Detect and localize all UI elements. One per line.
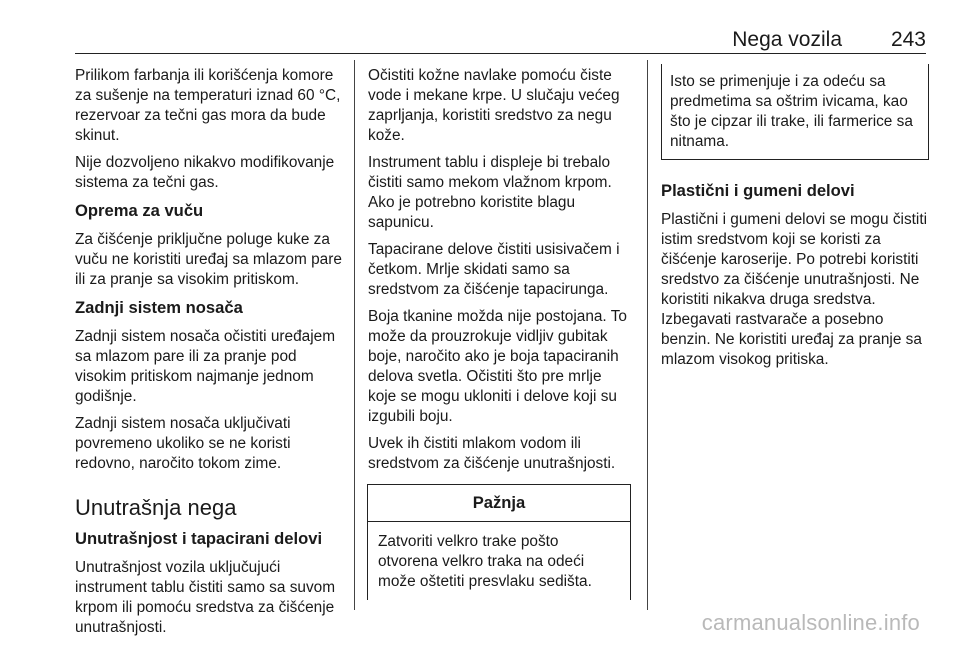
page-header — [75, 28, 926, 52]
paragraph-carrier-use: Zadnji sistem nosača uključivati povremeno ukoliko se ne koristi redovno, naročito tokom zime. — [75, 415, 291, 472]
watermark: carmanualsonline.info — [701, 610, 920, 635]
heading-interior-care: Unutrašnja nega — [75, 495, 237, 520]
notice-continuation-box: Isto se primenjuje i za odeću sa predmetima sa oštrim ivicama, kao što je cipzar ili trake, ili farmerice sa nitnama. — [661, 64, 929, 160]
paragraph-leather: Očistiti kožne navlake pomoću čiste vode i mekane krpe. U slučaju većeg zaprljanja, koristiti sredstvo za negu kože. — [368, 67, 620, 144]
paragraph-carrier-clean: Zadnji sistem nosača očistiti uređajem sa mlazom pare ili za pranje pod visokim pritiskom najmanje jednom godišnje. — [75, 328, 336, 405]
heading-towing-equipment: Oprema za vuču — [75, 201, 204, 220]
heading-rear-carrier: Zadnji sistem nosača — [75, 298, 243, 317]
notice-box — [367, 484, 631, 600]
notice-title: Pažnja — [367, 484, 631, 522]
paragraph-lpg-painting: Prilikom farbanja ili korišćenja komore za sušenje na temperaturi iznad 60 °C, rezervoar za tečni gas mora da bude skinut. — [75, 67, 341, 144]
column-right — [661, 66, 929, 377]
section-title: Nega vozila — [732, 28, 842, 51]
column-middle — [368, 66, 633, 600]
paragraph-instrument-panel: Instrument tablu i displeje bi trebalo čistiti samo mekom vlažnom krpom. Ako je potrebno koristite blagu sapunicu. — [368, 154, 612, 231]
column-divider-1 — [354, 60, 355, 610]
paragraph-lpg-modification: Nije dozvoljeno nikakvo modifikovanje sistema za tečni gas. — [75, 154, 335, 191]
heading-interior-upholstery: Unutrašnjost i tapacirani delovi — [75, 529, 323, 548]
notice-text: Zatvoriti velkro trake pošto otvorena velkro traka na odeći može oštetiti presvlaku sedišta. — [367, 522, 631, 600]
paragraph-warm-water: Uvek ih čistiti mlakom vodom ili sredstvom za čišćenje unutrašnjosti. — [368, 435, 616, 472]
page-number: 243 — [890, 28, 926, 51]
paragraph-upholstery: Tapacirane delove čistiti usisivačem i četkom. Mrlje skidati samo sa sredstvom za čišćenje tapacirunga. — [368, 241, 620, 298]
heading-plastic-rubber: Plastični i gumeni delovi — [661, 181, 855, 200]
paragraph-towing: Za čišćenje priključne poluge kuke za vuču ne koristiti uređaj sa mlazom pare ili za pranje sa visokim pritiskom. — [75, 231, 342, 288]
column-left — [75, 66, 345, 645]
column-divider-2 — [647, 60, 648, 610]
header-divider — [75, 53, 926, 54]
paragraph-interior-clean: Unutrašnjost vozila uključujući instrument tablu čistiti samo sa suvom krpom ili pomoću sredstva za čišćenje unutrašnjosti. — [75, 559, 336, 636]
paragraph-fabric-color: Boja tkanine možda nije postojana. To može da prouzrokuje vidljiv gubitak boje, naročito ako je boja tapaciranih delova svetla. Očistiti što pre mrlje koje se mogu ukloniti i delove koji su izgubili boju. — [368, 308, 627, 425]
paragraph-plastic-rubber: Plastični i gumeni delovi se mogu čistiti istim sredstvom koji se koristi za čišćenje karoserije. Po potrebi koristiti sredstvo za čišćenje unutrašnjosti. Ne koristiti nikakva druga sredstva. Izbegavati rastvarače a posebno benzin. Ne koristiti uređaj za pranje sa mlazom visokog pritiska. — [661, 211, 928, 368]
